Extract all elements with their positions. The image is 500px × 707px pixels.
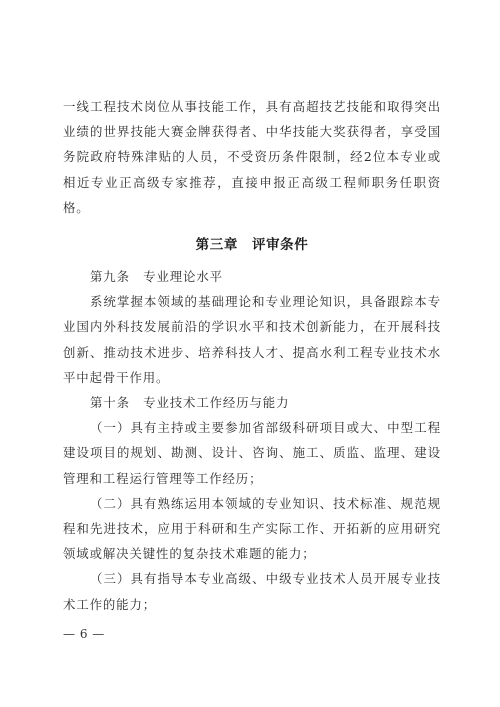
page-number: — 6 —	[63, 627, 105, 641]
article-10-heading: 第十条 专业技术工作经历与能力	[90, 395, 290, 411]
document-body	[63, 94, 441, 617]
paragraph-continuation: 一线工程技术岗位从事技能工作，具有高超技艺技能和取得突出业绩的世界技能大赛金牌获得者、中华技能大奖获得者，享受国务院政府特殊津贴的人员，不受资历条件限制，经2位本专业或相近专业正高级专家推荐，直接申报正高级工程师职务任职资格。	[63, 99, 441, 215]
chapter-heading	[63, 233, 441, 253]
article-10-item-1: （一）具有主持或主要参加省部级科研项目或大、中型工程建设项目的规划、勘测、设计、咨询、施工、质监、监理、建设管理和工程运行管理等工作经历；	[63, 420, 441, 486]
article-10-item-3: （三）具有指导本专业高级、中级专业技术人员开展专业技术工作的能力；	[63, 571, 441, 612]
article-10-item-2: （二）具有熟练运用本领域的专业知识、技术标准、规范规程和先进技术，应用于科研和生产实际工作、开拓新的应用研究领域或解决关键性的复杂技术难题的能力；	[63, 495, 441, 562]
chapter-number: 第三章	[195, 237, 238, 254]
article-9-body: 系统掌握本领域的基础理论和专业理论知识，具备跟踪本专业国内外科技发展前沿的学识水平和技术创新能力，在开展科技创新、推动技术进步、培养科技人才、提高水利工程专业技术水平中起骨干作用。	[63, 294, 441, 385]
chapter-title: 评审条件	[251, 237, 309, 254]
article-9-heading: 第九条 专业理论水平	[90, 269, 223, 285]
